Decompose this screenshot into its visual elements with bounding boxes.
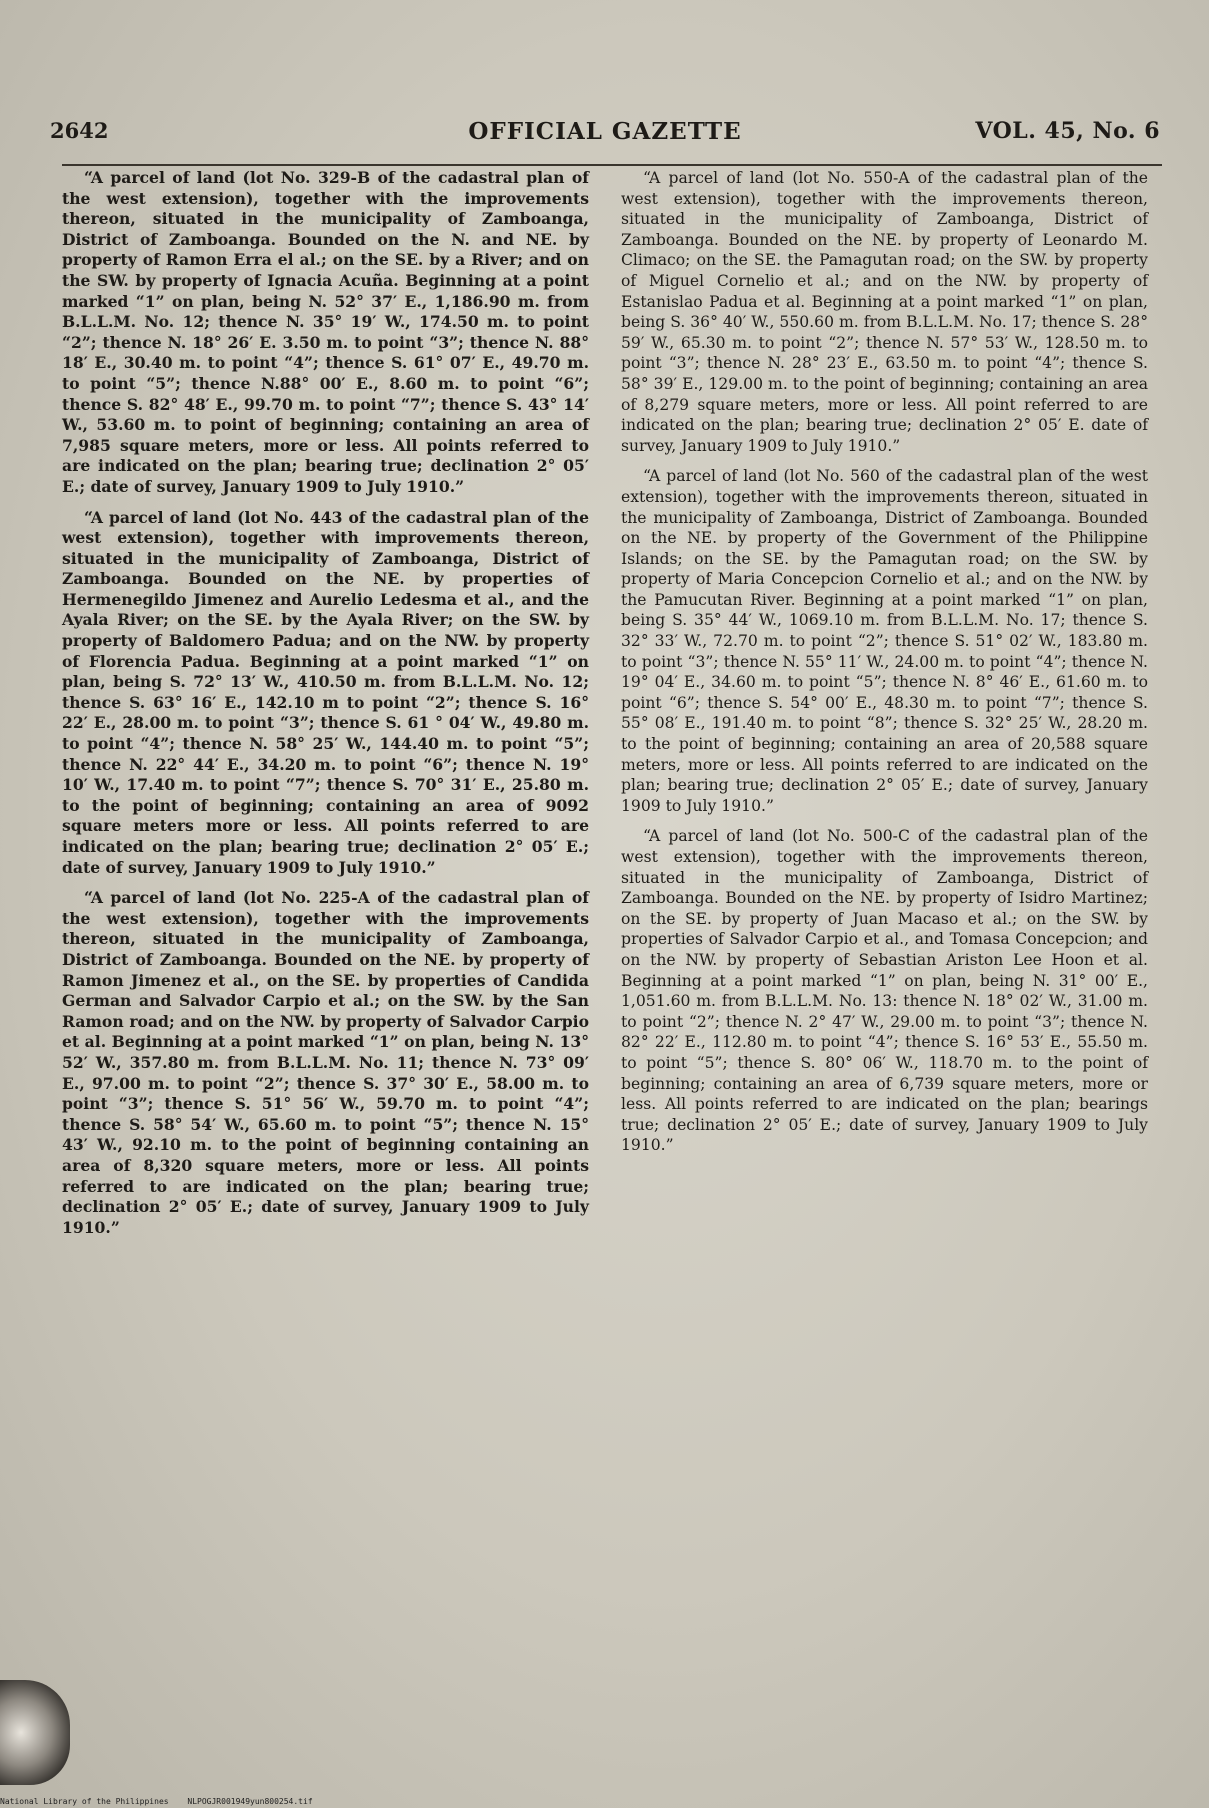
library-credit: National Library of the Philippines — [0, 1797, 169, 1806]
parcel-paragraph-lot-560: “A parcel of land (lot No. 560 of the cadastral plan of the west extension), together with the improvements thereon, situated in the municipality of Zamboanga, District of Zamboanga. Bounded on the NE. by property of the Government of the Philippine Islands; on the SE. by the Pamagutan road; on the SW. by property of Maria Concepcion Cornelio et al.; and on the NW. by the Pamucutan River. Beginning at a point marked “1” on plan, being S. 35° 44′ W., 1069.10 m. from B.L.L.M. No. 17; thence S. 32° 33′ W., 72.70 m. to point “2”; thence S. 51° 02′ W., 183.80 m. to point “3”; thence N. 55° 11′ W., 24.00 m. to point “4”; thence N. 19° 04′ E., 34.60 m. to point “5”; thence N. 8° 46′ E., 61.60 m. to point “6”; thence S. 54° 00′ E., 48.30 m. to point “7”; thence S. 55° 08′ E., 191.40 m. to point “8”; thence S. 32° 25′ W., 28.20 m. to the point of beginning; containing an area of 20,588 square meters, more or less. All points referred to are indicated on the plan; bearing true; declination 2° 05′ E.; date of survey, January 1909 to July 1910.” — [621, 467, 1148, 815]
parcel-paragraph-lot-225-a: “A parcel of land (lot No. 225-A of the cadastral plan of the west extension), together with the improvements thereon, situated in the municipality of Zamboanga, District of Zamboanga. Bounded on the NE. by property of Ramon Jimenez et al., on the SE. by properties of Candida German and Salvador Carpio et al.; on the SW. by the San Ramon road; and on the NW. by property of Salvador Carpio et al. Beginning at a point marked “1” on plan, being N. 13° 52′ W., 357.80 m. from B.L.L.M. No. 11; thence N. 73° 09′ E., 97.00 m. to point “2”; thence S. 37° 30′ E., 58.00 m. to point “3”; thence S. 51° 56′ W., 59.70 m. to point “4”; thence S. 58° 54′ W., 65.60 m. to point “5”; thence N. 15° 43′ W., 92.10 m. to the point of beginning containing an area of 8,320 square meters, more or less. All points referred to are indicated on the plan; bearing true; declination 2° 05′ E.; date of survey, January 1909 to July 1910.” — [62, 888, 589, 1237]
scan-filename: NLPOGJR001949yun800254.tif — [187, 1797, 313, 1806]
page-number: 2642 — [50, 118, 109, 143]
volume-number: VOL. 45, No. 6 — [975, 118, 1160, 144]
header-rule — [62, 164, 1162, 166]
parcel-paragraph-lot-550-a: “A parcel of land (lot No. 550-A of the cadastral plan of the west extension), together with the improvements thereon, situated in the municipality of Zamboanga, District of Zamboanga. Bounded on the NE. by property of Leonardo M. Climaco; on the SE. the Pamagutan road; on the SW. by property of Miguel Cornelio et al.; and on the NW. by property of Estanislao Padua et al. Beginning at a point marked “1” on plan, being S. 36° 40′ W., 550.60 m. from B.L.L.M. No. 17; thence S. 28° 59′ W., 65.30 m. to point “2”; thence N. 57° 53′ W., 128.50 m. to point “3”; thence N. 28° 23′ E., 63.50 m. to point “4”; thence S. 58° 39′ E., 129.00 m. to the point of beginning; containing an area of 8,279 square meters, more or less. All point referred to are indicated on the plan; bearing true; declination 2° 05′ E. date of survey, January 1909 to July 1910.” — [621, 169, 1148, 455]
right-column — [621, 168, 1148, 1166]
publication-title: OFFICIAL GAZETTE — [468, 118, 742, 145]
parcel-paragraph-lot-500-c: “A parcel of land (lot No. 500-C of the cadastral plan of the west extension), together with the improvements thereon, situated in the municipality of Zamboanga, District of Zamboanga. Bounded on the NE. by property of Isidro Martinez; on the SE. by property of Juan Macaso et al.; on the SW. by properties of Salvador Carpio et al., and Tomasa Concepcion; and on the NW. by property of Sebastian Ariston Lee Hoon et al. Beginning at a point marked “1” on plan, being N. 31° 00′ E., 1,051.60 m. from B.L.L.M. No. 13: thence N. 18° 02′ W., 31.00 m. to point “2”; thence N. 2° 47′ W., 29.00 m. to point “3”; thence N. 82° 22′ E., 112.80 m. to point “4”; thence S. 16° 53′ E., 55.50 m. to point “5”; thence S. 80° 06′ W., 118.70 m. to the point of beginning; containing an area of 6,739 square meters, more or less. All points referred to are indicated on the plan; bearings true; declination 2° 05′ E.; date of survey, January 1909 to July 1910.” — [621, 827, 1148, 1155]
parcel-paragraph-lot-443: “A parcel of land (lot No. 443 of the cadastral plan of the west extension), together with improvements thereon, situated in the municipality of Zamboanga, District of Zamboanga. Bounded on the NE. by properties of Hermenegildo Jimenez and Aurelio Ledesma et al., and the Ayala River; on the SE. by the Ayala River; on the SW. by property of Baldomero Padua; and on the NW. by property of Florencia Padua. Beginning at a point marked “1” on plan, being S. 72° 13′ W., 410.50 m. from B.L.L.M. No. 12; thence S. 63° 16′ E., 142.10 m to point “2”; thence S. 16° 22′ E., 28.00 m. to point “3”; thence S. 61 ° 04′ W., 49.80 m. to point “4”; thence N. 58° 25′ W., 144.40 m. to point “5”; thence N. 22° 44′ E., 34.20 m. to point “6”; thence N. 19° 10′ W., 17.40 m. to point “7”; thence S. 70° 31′ E., 25.80 m. to the point of beginning; containing an area of 9092 square meters more or less. All points referred to are indicated on the plan; bearing true; declination 2° 05′ E.; date of survey, January 1909 to July 1910.” — [62, 507, 589, 877]
scan-footer — [0, 1797, 327, 1806]
parcel-paragraph-lot-329-b: “A parcel of land (lot No. 329-B of the cadastral plan of the west extension), together with the improvements thereon, situated in the municipality of Zamboanga, District of Zamboanga. Bounded on the N. and NE. by property of Ramon Erra el al.; on the SE. by a River; and on the SW. by property of Ignacia Acuña. Beginning at a point marked “1” on plan, being N. 52° 37′ E., 1,186.90 m. from B.L.L.M. No. 12; thence N. 35° 19′ W., 174.50 m. to point “2”; thence N. 18° 26′ E. 3.50 m. to point “3”; thence N. 88° 18′ E., 30.40 m. to point “4”; thence S. 61° 07′ E., 49.70 m. to point “5”; thence N.88° 00′ E., 8.60 m. to point “6”; thence S. 82° 48′ E., 99.70 m. to point “7”; thence S. 43° 14′ W., 53.60 m. to point of beginning; containing an area of 7,985 square meters, more or less. All points referred to are indicated on the plan; bearing true; declination 2° 05′ E.; date of survey, January 1909 to July 1910.” — [62, 168, 589, 496]
page-header — [50, 118, 1160, 158]
scanner-thumb — [0, 1680, 70, 1785]
left-column — [62, 168, 589, 1248]
